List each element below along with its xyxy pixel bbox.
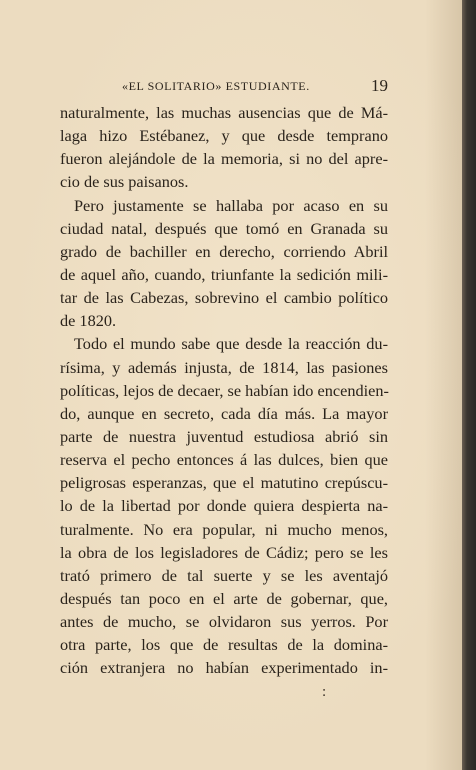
page-header [60, 76, 388, 100]
text-line: tar de las Cabezas, sobrevino el cambio político [60, 288, 388, 308]
text-line: de 1820. [60, 311, 117, 331]
text-line: cio de sus paisanos. [60, 172, 189, 192]
text-line: parte de nuestra juventud estudiosa abrió sin [60, 426, 388, 446]
body-text [60, 101, 388, 680]
text-line: rísima, y además injusta, de 1814, las pasiones [60, 357, 388, 377]
text-line: antes de mucho, se olvidaron sus yerros. Por [60, 612, 388, 632]
text-line: turalmente. No era popular, ni mucho menos, [60, 519, 388, 539]
text-line: trató primero de tal suerte y se les aventajó [60, 565, 388, 585]
text-line: otra parte, los que de resultas de la domina- [60, 635, 388, 655]
text-line: peligrosas esperanzas, que el matutino crepúscu- [60, 473, 388, 493]
text-line: Todo el mundo sabe que desde la reacción du- [74, 334, 388, 354]
printer-mark: : [322, 684, 327, 700]
text-line: laga hizo Estébanez, y que desde temprano [60, 126, 388, 146]
text-line: ciudad natal, después que tomó en Granada su [60, 218, 388, 238]
page-number: 19 [371, 76, 388, 95]
text-line: Pero justamente se hallaba por acaso en su [74, 195, 388, 215]
text-line: la obra de los legisladores de Cádiz; pero se les [60, 542, 388, 562]
text-line: de aquel año, cuando, triunfante la sedición mili- [60, 264, 388, 284]
running-title: «EL SOLITARIO» ESTUDIANTE. [122, 79, 310, 93]
text-line: lo de la libertad por donde quiera despierta na- [60, 496, 388, 516]
text-line: políticas, lejos de decaer, se habían ido encendien- [60, 380, 389, 400]
text-line: después tan poco en el arte de gobernar, que, [60, 588, 388, 608]
book-edge [462, 0, 476, 770]
text-line: do, aunque en secreto, cada día más. La mayor [60, 403, 388, 423]
text-line: grado de bachiller en derecho, corriendo Abril [60, 241, 388, 261]
text-line: naturalmente, las muchas ausencias que de Má- [60, 103, 388, 122]
text-line: reserva el pecho entonces á las dulces, bien que [60, 450, 388, 470]
text-line: ción extranjera no habían experimentado in- [60, 658, 388, 678]
text-line: fueron alejándole de la memoria, si no del apre- [60, 149, 388, 169]
